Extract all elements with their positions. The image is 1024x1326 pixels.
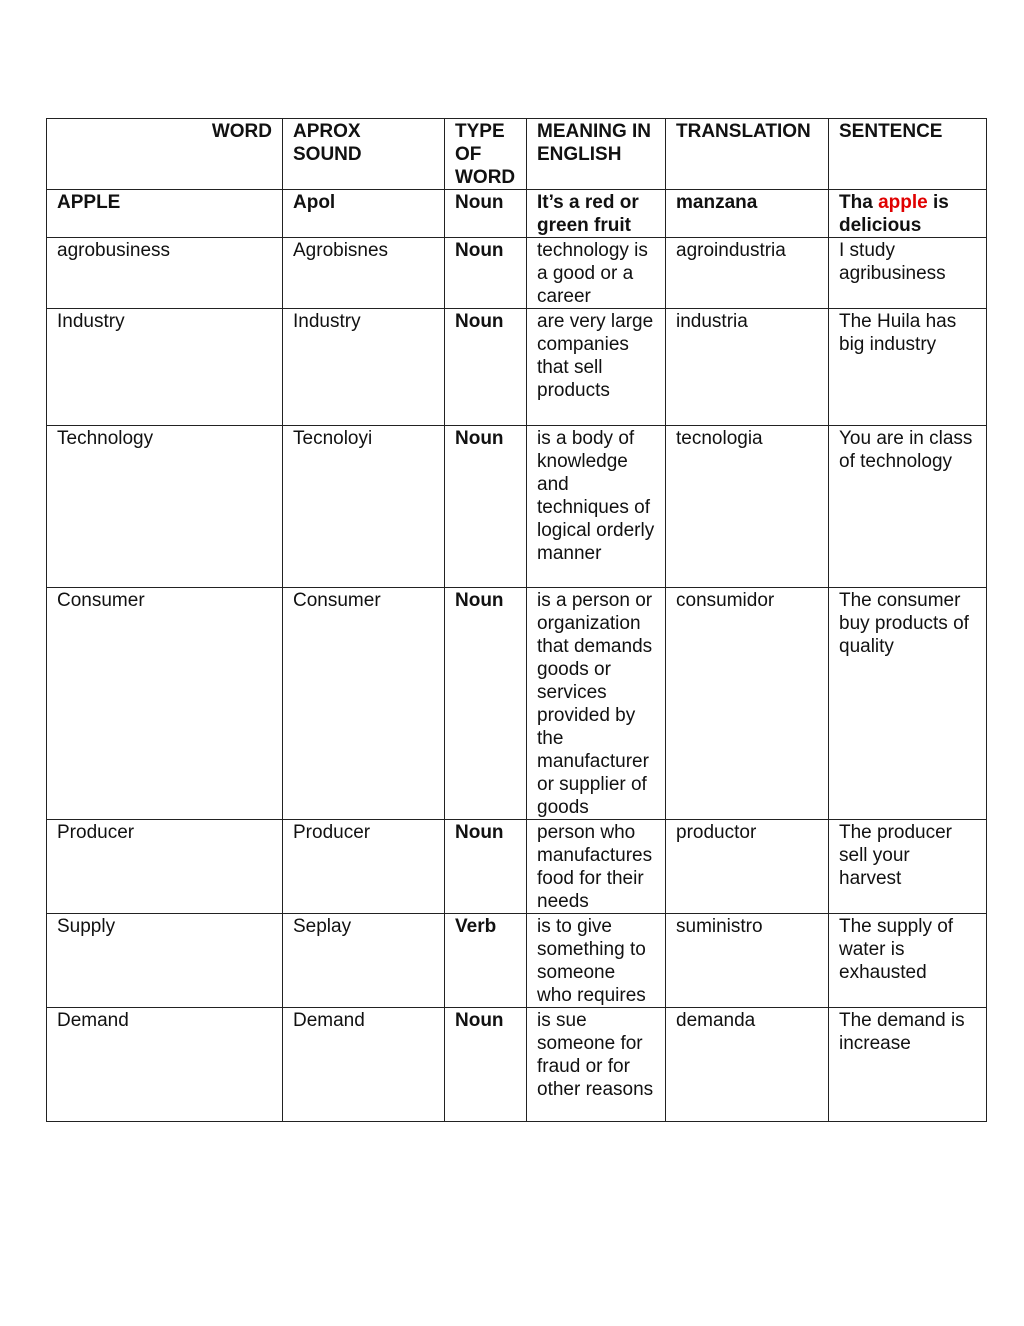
meaning-cell: is to give something to someone who requires	[527, 914, 666, 1008]
translation-cell: suministro	[666, 914, 829, 1008]
sentence-cell: The producer sell your harvest	[829, 820, 987, 914]
highlighted-word: apple	[878, 192, 928, 213]
header-word: WORD	[47, 119, 283, 190]
translation-cell: tecnologia	[666, 426, 829, 588]
word-cell: Consumer	[47, 588, 283, 820]
sentence-cell: The consumer buy products of quality	[829, 588, 987, 820]
word-cell: Supply	[47, 914, 283, 1008]
sentence-cell	[829, 190, 987, 238]
word-cell: APPLE	[47, 190, 283, 238]
type-cell: Noun	[445, 309, 527, 426]
translation-cell: manzana	[666, 190, 829, 238]
sentence-cell: The Huila has big industry	[829, 309, 987, 426]
meaning-cell: is a body of knowledge and techniques of logical orderly manner	[527, 426, 666, 588]
sound-cell: Industry	[283, 309, 445, 426]
type-cell: Noun	[445, 1008, 527, 1122]
sound-cell: Agrobisnes	[283, 238, 445, 309]
sound-cell: Apol	[283, 190, 445, 238]
meaning-cell: It’s a red or green fruit	[527, 190, 666, 238]
table-row	[47, 588, 987, 820]
meaning-cell: is a person or organization that demands goods or services provided by the manufacturer or supplier of goods	[527, 588, 666, 820]
sentence-text: Tha	[839, 192, 879, 213]
word-cell: Technology	[47, 426, 283, 588]
translation-cell: productor	[666, 820, 829, 914]
sound-cell: Seplay	[283, 914, 445, 1008]
meaning-cell: is sue someone for fraud or for other reasons	[527, 1008, 666, 1122]
sentence-cell: The supply of water is exhausted	[829, 914, 987, 1008]
sentence-text: is delicious	[839, 192, 949, 236]
sound-cell: Producer	[283, 820, 445, 914]
header-meaning: MEANING IN ENGLISH	[527, 119, 666, 190]
meaning-cell: are very large companies that sell products	[527, 309, 666, 426]
table-row	[47, 190, 987, 238]
translation-cell: demanda	[666, 1008, 829, 1122]
meaning-cell: technology is a good or a career	[527, 238, 666, 309]
table-row	[47, 238, 987, 309]
sentence-cell: I study agribusiness	[829, 238, 987, 309]
table-row	[47, 914, 987, 1008]
meaning-cell: person who manufactures food for their needs	[527, 820, 666, 914]
header-translation: TRANSLATION	[666, 119, 829, 190]
type-cell: Noun	[445, 588, 527, 820]
header-sound: APROX SOUND	[283, 119, 445, 190]
type-cell: Noun	[445, 238, 527, 309]
sound-cell: Consumer	[283, 588, 445, 820]
header-sentence: SENTENCE	[829, 119, 987, 190]
type-cell: Noun	[445, 426, 527, 588]
type-cell: Noun	[445, 190, 527, 238]
translation-cell: consumidor	[666, 588, 829, 820]
sound-cell: Tecnoloyi	[283, 426, 445, 588]
translation-cell: industria	[666, 309, 829, 426]
table-row	[47, 820, 987, 914]
table-row	[47, 1008, 987, 1122]
sentence-cell: You are in class of technology	[829, 426, 987, 588]
table-row	[47, 426, 987, 588]
word-cell: Producer	[47, 820, 283, 914]
word-cell: agrobusiness	[47, 238, 283, 309]
type-cell: Verb	[445, 914, 527, 1008]
word-cell: Industry	[47, 309, 283, 426]
header-row	[47, 119, 987, 190]
sound-cell: Demand	[283, 1008, 445, 1122]
translation-cell: agroindustria	[666, 238, 829, 309]
table-row	[47, 309, 987, 426]
word-cell: Demand	[47, 1008, 283, 1122]
vocabulary-table	[46, 118, 987, 1122]
sentence-cell: The demand is increase	[829, 1008, 987, 1122]
header-type: TYPE OF WORD	[445, 119, 527, 190]
type-cell: Noun	[445, 820, 527, 914]
